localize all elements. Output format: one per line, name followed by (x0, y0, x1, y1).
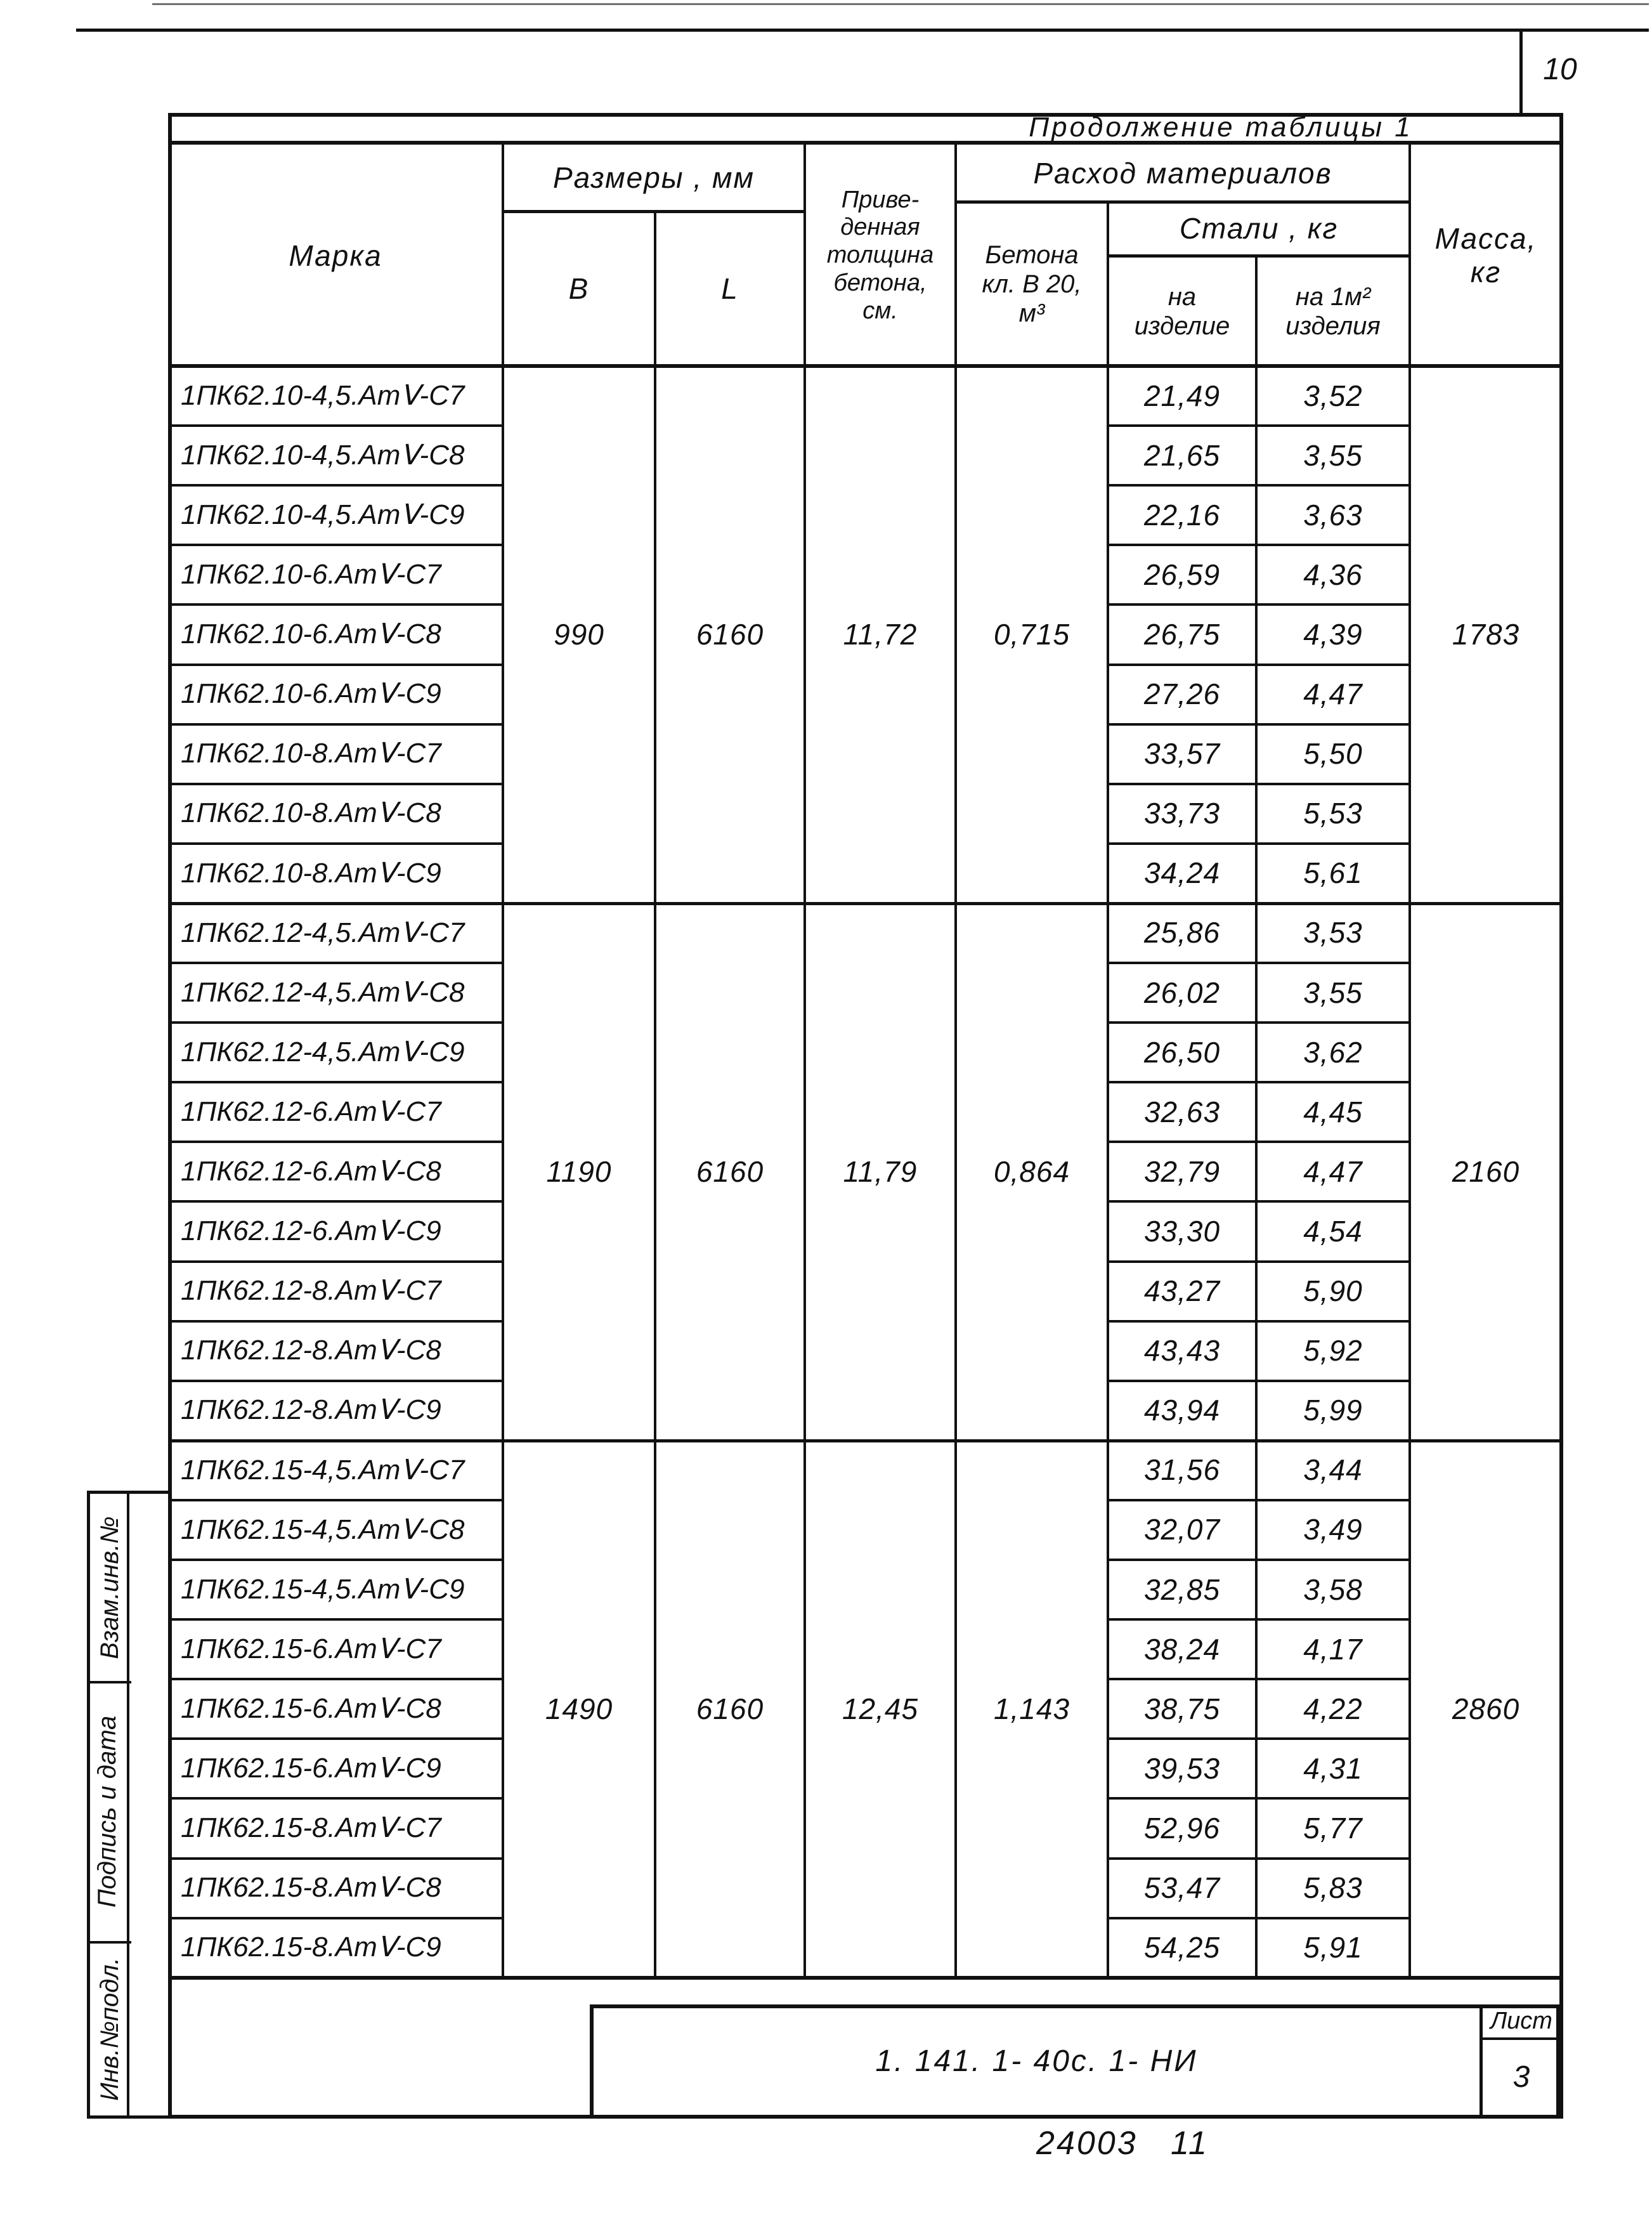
header-steel-m2: на 1м² изделия (1285, 282, 1381, 340)
side-stamp-divider (127, 1491, 129, 2119)
row-steel-item: 22,16 (1143, 498, 1221, 532)
header-mass: Масса, кг (1434, 222, 1537, 289)
footer-number: 24003 11 (1036, 2125, 1209, 2162)
row-steel-item: 26,50 (1143, 1035, 1221, 1069)
side-stamp-replace-inv: Взам.инв.№ (96, 1516, 124, 1659)
row-steel-m2: 5,50 (1303, 737, 1363, 771)
document-code: 1. 141. 1- 40с. 1- НИ (875, 2044, 1198, 2079)
row-steel-m2: 4,31 (1303, 1751, 1363, 1785)
group-thickness: 11,79 (843, 1154, 918, 1188)
row-mark: 1ПК62.10-4,5.АтⅤ-С7 (181, 379, 465, 411)
row-steel-item: 21,49 (1143, 379, 1221, 412)
row-steel-item: 26,59 (1143, 558, 1221, 591)
row-mark: 1ПК62.10-6.АтⅤ-С8 (181, 618, 441, 650)
row-steel-item: 33,30 (1143, 1214, 1221, 1248)
row-steel-m2: 5,53 (1303, 797, 1363, 830)
row-steel-item: 43,27 (1143, 1274, 1221, 1308)
row-steel-m2: 5,90 (1303, 1274, 1363, 1308)
side-stamp-inv-orig: Инв.№подл. (96, 1958, 124, 2101)
row-steel-m2: 4,47 (1303, 677, 1363, 711)
row-steel-item: 43,43 (1143, 1334, 1221, 1368)
row-steel-item: 31,56 (1143, 1453, 1221, 1487)
row-mark: 1ПК62.15-6.АтⅤ-С7 (181, 1633, 441, 1664)
row-mark: 1ПК62.15-8.АтⅤ-С9 (181, 1932, 441, 1963)
row-mark: 1ПК62.12-8.АтⅤ-С7 (181, 1275, 441, 1307)
header-size-b: B (568, 272, 590, 306)
row-steel-item: 32,85 (1143, 1572, 1221, 1606)
group-mass: 2160 (1452, 1154, 1520, 1188)
header-thickness: Приве- денная толщина бетона, см. (826, 186, 934, 324)
sheet-number: 3 (1512, 2060, 1530, 2095)
row-steel-m2: 4,45 (1303, 1095, 1363, 1128)
row-mark: 1ПК62.15-4,5.АтⅤ-С9 (181, 1573, 465, 1605)
row-steel-item: 54,25 (1143, 1931, 1221, 1964)
row-steel-item: 26,02 (1143, 976, 1221, 1009)
group-size-b: 990 (554, 618, 604, 651)
header-steel-item: на изделие (1134, 282, 1230, 340)
row-steel-m2: 4,36 (1303, 558, 1363, 591)
row-mark: 1ПК62.12-6.АтⅤ-С8 (181, 1156, 441, 1187)
row-mark: 1ПК62.10-8.АтⅤ-С9 (181, 857, 441, 889)
row-steel-m2: 3,63 (1303, 498, 1363, 532)
top-border-line (76, 29, 1649, 32)
row-mark: 1ПК62.12-4,5.АтⅤ-С9 (181, 1036, 465, 1068)
row-steel-m2: 3,62 (1303, 1035, 1363, 1069)
row-steel-item: 43,94 (1143, 1394, 1221, 1427)
group-size-l: 6160 (696, 1154, 764, 1188)
row-mark: 1ПК62.15-8.АтⅤ-С7 (181, 1812, 441, 1844)
header-marka: Марка (289, 239, 382, 272)
row-steel-m2: 3,52 (1303, 379, 1363, 412)
header-sizes: Размеры , мм (552, 161, 755, 195)
row-steel-item: 33,73 (1143, 797, 1221, 830)
row-mark: 1ПК62.10-6.АтⅤ-С9 (181, 678, 441, 710)
row-mark: 1ПК62.15-4,5.АтⅤ-С8 (181, 1513, 465, 1545)
group-concrete: 0,864 (993, 1154, 1070, 1188)
row-steel-item: 25,86 (1143, 916, 1221, 950)
group-mass: 1783 (1452, 618, 1520, 651)
table-caption: Продолжение таблицы 1 (1029, 111, 1413, 143)
group-size-l: 6160 (696, 1692, 764, 1725)
row-mark: 1ПК62.10-8.АтⅤ-С7 (181, 738, 441, 769)
row-steel-m2: 5,77 (1303, 1811, 1363, 1845)
row-mark: 1ПК62.12-4,5.АтⅤ-С7 (181, 917, 465, 948)
row-steel-item: 38,75 (1143, 1692, 1221, 1725)
row-steel-item: 21,65 (1143, 438, 1221, 472)
group-size-b: 1190 (546, 1154, 612, 1188)
row-steel-m2: 5,99 (1303, 1394, 1363, 1427)
page-number: 10 (1543, 53, 1577, 87)
row-steel-m2: 5,92 (1303, 1334, 1363, 1368)
row-mark: 1ПК62.10-4,5.АтⅤ-С9 (181, 499, 465, 530)
row-steel-m2: 5,61 (1303, 856, 1363, 890)
row-mark: 1ПК62.15-6.АтⅤ-С9 (181, 1753, 441, 1784)
row-steel-m2: 4,17 (1303, 1632, 1363, 1666)
group-size-b: 1490 (545, 1692, 613, 1725)
row-steel-item: 32,79 (1143, 1154, 1221, 1188)
row-steel-m2: 3,58 (1303, 1572, 1363, 1606)
row-steel-item: 52,96 (1143, 1811, 1221, 1845)
group-thickness: 11,72 (843, 618, 918, 651)
row-steel-m2: 3,53 (1303, 916, 1363, 950)
header-materials: Расход материалов (1033, 156, 1332, 190)
row-mark: 1ПК62.12-8.АтⅤ-С9 (181, 1394, 441, 1426)
row-steel-item: 26,75 (1143, 617, 1221, 651)
row-mark: 1ПК62.10-8.АтⅤ-С8 (181, 797, 441, 829)
row-steel-m2: 3,55 (1303, 438, 1363, 472)
row-steel-m2: 3,55 (1303, 976, 1363, 1009)
row-mark: 1ПК62.12-6.АтⅤ-С7 (181, 1095, 441, 1127)
sheet-label: Лист (1490, 2008, 1552, 2035)
row-mark: 1ПК62.12-8.АтⅤ-С8 (181, 1335, 441, 1366)
group-thickness: 12,45 (842, 1692, 919, 1725)
row-steel-m2: 4,22 (1303, 1692, 1363, 1725)
row-steel-m2: 4,47 (1303, 1154, 1363, 1188)
group-mass: 2860 (1452, 1692, 1520, 1725)
row-steel-m2: 3,49 (1303, 1513, 1363, 1546)
row-steel-m2: 4,54 (1303, 1214, 1363, 1248)
row-steel-item: 39,53 (1143, 1751, 1221, 1785)
row-steel-item: 32,07 (1143, 1513, 1221, 1546)
top-edge-line (152, 3, 1649, 5)
group-size-l: 6160 (696, 618, 764, 651)
row-steel-item: 27,26 (1143, 677, 1221, 711)
row-steel-item: 34,24 (1143, 856, 1221, 890)
row-steel-m2: 5,91 (1303, 1931, 1363, 1964)
row-mark: 1ПК62.15-4,5.АтⅤ-С7 (181, 1454, 465, 1486)
row-steel-item: 38,24 (1143, 1632, 1221, 1666)
row-mark: 1ПК62.10-4,5.АтⅤ-С8 (181, 439, 465, 471)
row-steel-m2: 3,44 (1303, 1453, 1363, 1487)
row-steel-item: 32,63 (1143, 1095, 1221, 1128)
row-steel-item: 53,47 (1143, 1871, 1221, 1905)
side-stamp-sign-date: Подпись и дата (93, 1715, 121, 1908)
row-steel-m2: 4,39 (1303, 617, 1363, 651)
row-mark: 1ПК62.15-6.АтⅤ-С8 (181, 1692, 441, 1724)
row-mark: 1ПК62.12-6.АтⅤ-С9 (181, 1215, 441, 1247)
header-steel: Стали , кг (1179, 212, 1339, 245)
group-concrete: 0,715 (993, 618, 1070, 651)
row-steel-m2: 5,83 (1303, 1871, 1363, 1905)
row-mark: 1ПК62.12-4,5.АтⅤ-С8 (181, 976, 465, 1008)
header-size-l: L (721, 272, 739, 306)
row-steel-item: 33,57 (1143, 737, 1221, 771)
row-mark: 1ПК62.10-6.АтⅤ-С7 (181, 559, 441, 591)
row-mark: 1ПК62.15-8.АтⅤ-С8 (181, 1872, 441, 1904)
header-concrete: Бетона кл. В 20, м³ (982, 241, 1082, 327)
group-concrete: 1,143 (993, 1692, 1070, 1725)
